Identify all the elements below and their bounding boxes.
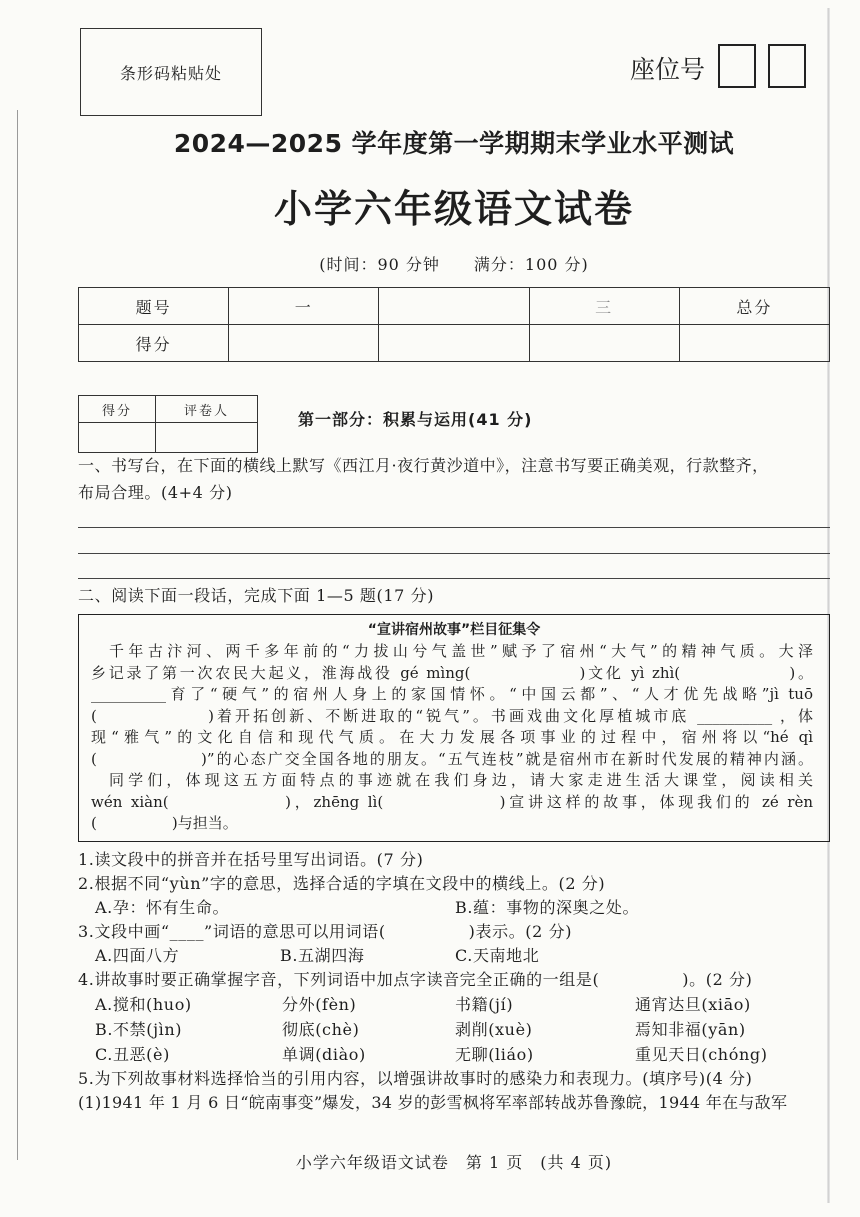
question-3-option-c: C.天南地北 [455, 946, 540, 965]
grader-name-label: 评卷人 [156, 396, 258, 423]
score-table-header-cell [379, 288, 529, 325]
score-table-header-cell: 总分 [679, 288, 829, 325]
grader-box-entry-row [79, 423, 258, 453]
score-cell [379, 325, 529, 362]
question-4-option-b-word: 焉知非福(yān) [635, 1020, 746, 1039]
exam-title: 2024—2025 学年度第一学期期末学业水平测试 [173, 129, 735, 158]
grader-box [78, 395, 258, 453]
question-5-item-1: (1)1941 年 1 月 6 日“皖南事变”爆发，34 岁的彭雪枫将军率部转战苏鲁豫皖，1944 年在与敌军 [78, 1093, 788, 1112]
score-cell [679, 325, 829, 362]
score-cell [229, 325, 379, 362]
question-2-option-a: A.孕：怀有生命。 [95, 898, 230, 917]
question-1: 1.读文段中的拼音并在括号里写出词语。(7 分) [78, 850, 424, 869]
passage-line: 现“雅气”的文化自信和现代气质。在大力发展各项事业的过程中，宿州将以“hé qì [91, 728, 813, 746]
passage-line: ( )着开拓创新、不断进取的“锐气”。书画戏曲文化厚植城市底 __________ ，体 [91, 707, 813, 725]
score-table [78, 287, 830, 362]
score-cell [529, 325, 679, 362]
grader-score-label: 得分 [79, 396, 156, 423]
question-3-option-a: A.四面八方 [95, 946, 180, 965]
passage-line: ( )与担当。 [91, 814, 238, 832]
grader-name-cell [156, 423, 258, 453]
question-4-option-a-word: 通宵达旦(xiāo) [635, 995, 751, 1014]
grader-score-cell [79, 423, 156, 453]
question-4-option-a-word: A.搅和(huo) [95, 995, 192, 1014]
question-3: 3.文段中画“____”词语的意思可以用词语( )表示。(2 分) [78, 922, 573, 941]
passage-line: wén xiàn( )，zhēng lì( )宣讲这样的故事，体现我们的 zé rèn [91, 793, 813, 811]
score-table-header-row [79, 288, 830, 325]
score-row-label: 得分 [79, 325, 229, 362]
writing-line [78, 578, 830, 579]
passage-line: 千年古汴河、两千多年前的“力拔山兮气盖世”赋予了宿州“大气”的精神气质。大泽 [109, 642, 813, 660]
score-table-header-cell: 一 [229, 288, 379, 325]
score-table-header-cell: 题号 [79, 288, 229, 325]
writing-line [78, 553, 830, 554]
seat-number-box [718, 44, 756, 88]
barcode-label: 条形码粘贴处 [119, 64, 222, 83]
page-footer: 小学六年级语文试卷 第 1 页 (共 4 页) [295, 1153, 613, 1172]
passage-line: 乡记录了第一次农民大起义，淮海战役 gé mìng( )文化 yì zhì( )。 [91, 664, 813, 682]
passage-line: 同学们，体现这五方面特点的事迹就在我们身边，请大家走进生活大课堂，阅读相关 [109, 771, 813, 789]
part-one-title: 第一部分：积累与运用(41 分) [298, 410, 533, 429]
question-4-option-a-word: 分外(fèn) [282, 995, 357, 1014]
section-one-instruction: 一、书写台，在下面的横线上默写《西江月·夜行黄沙道中》，注意书写要正确美观，行款整齐， [78, 456, 769, 475]
question-4-option-b-word: 彻底(chè) [282, 1020, 360, 1039]
question-4-option-c-word: C.丑恶(è) [95, 1045, 170, 1064]
question-2: 2.根据不同“yùn”字的意思，选择合适的字填在文段中的横线上。(2 分) [78, 874, 606, 893]
writing-line [78, 527, 830, 528]
question-5: 5.为下列故事材料选择恰当的引用内容，以增强讲故事时的感染力和表现力。(填序号)(4 分) [78, 1069, 753, 1088]
question-4-option-c-word: 无聊(liáo) [455, 1045, 534, 1064]
passage-title: “宣讲宿州故事”栏目征集令 [367, 622, 541, 638]
score-table-header-cell: 三 [529, 288, 679, 325]
question-4-option-b-word: 剥削(xuè) [455, 1020, 533, 1039]
scan-edge-left [17, 110, 18, 1160]
exam-info: (时间：90 分钟 满分：100 分) [319, 255, 589, 274]
grader-box-header-row [79, 396, 258, 423]
question-4-option-b-word: B.不禁(jìn) [95, 1020, 183, 1039]
question-3-option-b: B.五湖四海 [280, 946, 365, 965]
question-2-option-b: B.蕴：事物的深奥之处。 [455, 898, 640, 917]
reading-passage-box [78, 614, 830, 842]
passage-line: ( )”的心态广交全国各地的朋友。“五气连枝”就是宿州市在新时代发展的精神内涵。 [91, 750, 813, 768]
question-4-option-c-word: 重见天日(chóng) [635, 1045, 768, 1064]
barcode-area [80, 28, 262, 116]
passage-line: __________育了“硬气”的宿州人身上的家国情怀。“中国云都”、“人才优先战略”jì tuō [91, 685, 813, 703]
paper-title: 小学六年级语文试卷 [273, 186, 634, 231]
score-table-score-row [79, 325, 830, 362]
section-one-instruction: 布局合理。(4+4 分) [78, 483, 233, 502]
question-4-option-c-word: 单调(diào) [282, 1045, 366, 1064]
seat-number-label: 座位号 [630, 55, 706, 84]
section-two-heading: 二、阅读下面一段话，完成下面 1—5 题(17 分) [78, 586, 435, 605]
question-4: 4.讲故事时要正确掌握字音，下列词语中加点字读音完全正确的一组是( )。(2 分) [78, 970, 753, 989]
question-4-option-a-word: 书籍(jí) [455, 995, 514, 1014]
seat-number-box [768, 44, 806, 88]
